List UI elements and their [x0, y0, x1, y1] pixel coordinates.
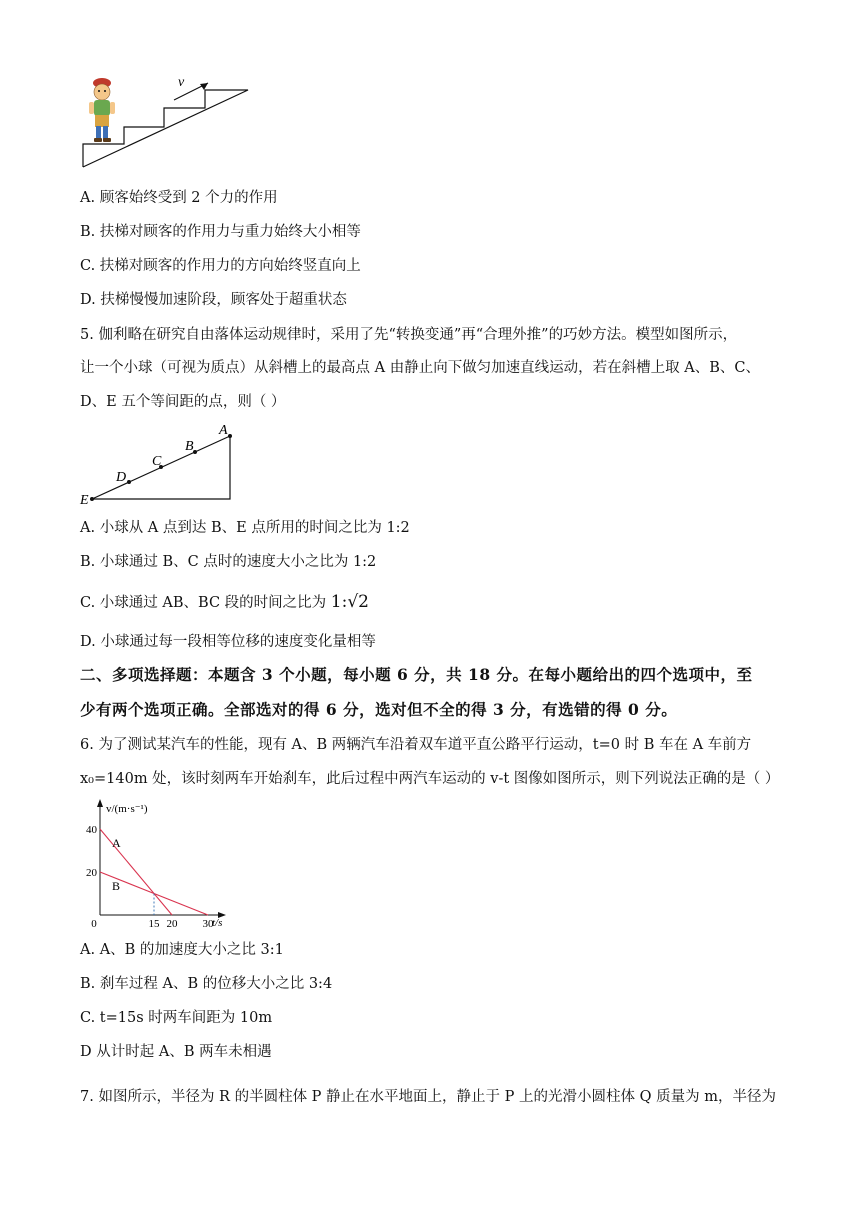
q6-option-d: D 从计时起 A、B 两车未相遇	[80, 1044, 272, 1060]
y-axis-arrowhead	[97, 799, 103, 807]
x-axis-label: t/s	[212, 917, 223, 929]
q7-stem-line1: 7. 如图所示，半径为 R 的半圆柱体 P 静止在水平地面上，静止于 P 上的光滑小圆柱体 Q 质量为 m，半径为	[80, 1089, 776, 1105]
q5-option-d: D. 小球通过每一段相等位移的速度变化量相等	[80, 634, 376, 650]
series-line-a	[100, 829, 172, 915]
q6-stem-line2: x₀=140m 处，该时刻两车开始刹车，此后过程中两汽车运动的 v-t 图像如图所示，则下列说法正确的是（ ）	[80, 771, 780, 787]
x-tick-label: 15	[148, 918, 160, 930]
q4-option-b: B. 扶梯对顾客的作用力与重力始终大小相等	[80, 224, 361, 240]
y-axis-label: v/(m·s⁻¹)	[106, 803, 148, 815]
incline-figure	[78, 418, 248, 510]
label-e: E	[80, 493, 89, 508]
q6-stem-line1: 6. 为了测试某汽车的性能，现有 A、B 两辆汽车沿着双车道平直公路平行运动，t=0 时 B 车在 A 车前方	[80, 737, 752, 753]
point-d	[127, 480, 131, 484]
q5-stem-line3: D、E 五个等间距的点，则（ ）	[80, 394, 286, 410]
series-label-a: A	[112, 836, 121, 850]
series-label-b: B	[112, 879, 121, 893]
y-tick-label: 40	[86, 824, 97, 836]
q5-option-c-text: C. 小球通过 AB、BC 段的时间之比为	[80, 595, 327, 611]
section2-header-line2: 少有两个选项正确。全部选对的得 6 分，选对但不全的得 3 分，有选错的得 0 分。	[80, 700, 678, 719]
q4-option-a: A. 顾客始终受到 2 个力的作用	[80, 190, 278, 206]
vt-chart	[78, 798, 238, 930]
q6-option-a: A. A、B 的加速度大小之比 3:1	[80, 942, 284, 958]
q5-option-c-math: 1:√2	[330, 592, 369, 612]
x-tick-label: 30	[202, 918, 214, 930]
q6-option-b: B. 刹车过程 A、B 的位移大小之比 3:4	[80, 976, 333, 992]
label-d: D	[116, 470, 127, 485]
point-a	[228, 434, 232, 438]
q5-option-b: B. 小球通过 B、C 点时的速度大小之比为 1:2	[80, 554, 377, 570]
q5-stem-line2: 让一个小球（可视为质点）从斜槽上的最高点 A 由静止向下做匀加速直线运动，若在斜槽上取 A、B、C、	[80, 360, 761, 376]
chart-axes	[100, 804, 220, 915]
section2-header-line1: 二、多项选择题：本题含 3 个小题，每小题 6 分，共 18 分。在每小题给出的四个选项中，至	[80, 665, 753, 684]
y-tick-label: 20	[86, 867, 97, 879]
label-a: A	[219, 423, 228, 438]
escalator-figure	[78, 70, 258, 170]
label-c: C	[152, 454, 162, 469]
point-b	[193, 450, 197, 454]
q5-option-a: A. 小球从 A 点到达 B、E 点所用的时间之比为 1:2	[80, 520, 410, 536]
q6-option-c: C. t=15s 时两车间距为 10m	[80, 1010, 273, 1026]
q5-option-c	[80, 592, 369, 613]
q5-stem-line1: 5. 伽利略在研究自由落体运动规律时，采用了先“转换变通”再“合理外推”的巧妙方法。模型如图所示，	[80, 327, 738, 343]
label-b: B	[185, 439, 194, 454]
x-tick-label: 0	[91, 918, 97, 930]
q4-option-c: C. 扶梯对顾客的作用力的方向始终竖直向上	[80, 258, 361, 274]
customer-figure	[89, 78, 115, 142]
x-tick-label: 20	[166, 918, 178, 930]
q4-option-d: D. 扶梯慢慢加速阶段，顾客处于超重状态	[80, 292, 347, 308]
velocity-label: v	[178, 75, 185, 90]
point-e	[90, 497, 94, 501]
